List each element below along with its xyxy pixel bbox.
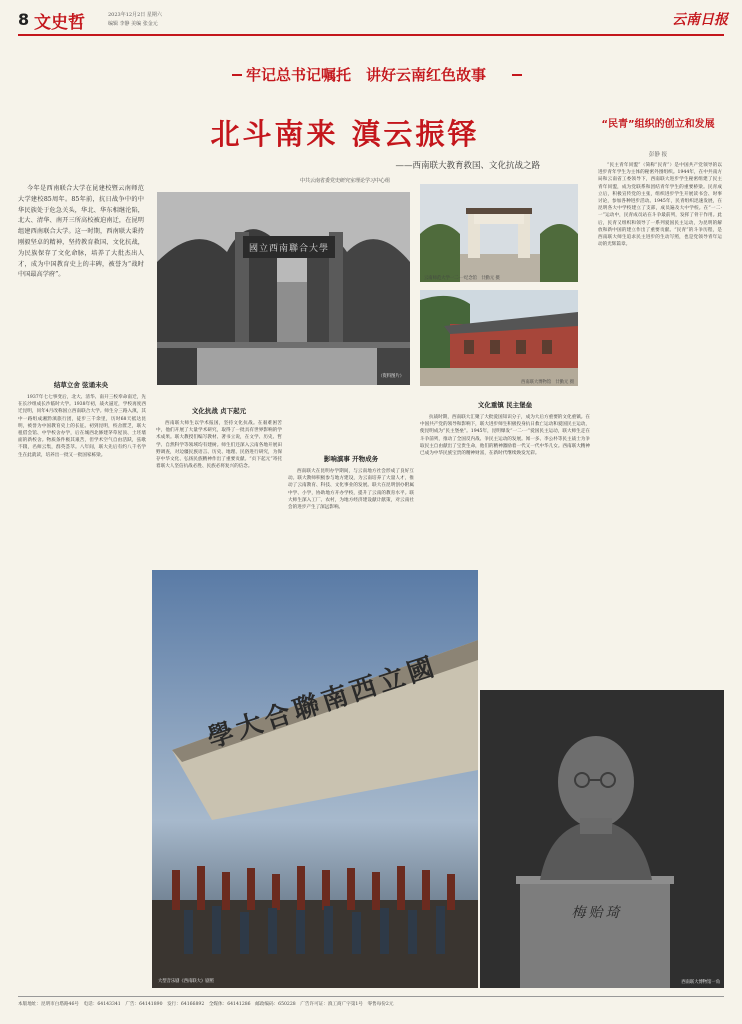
headline-title: 北斗南来 滇云振铎: [210, 117, 480, 151]
bust-photo: [480, 690, 724, 988]
section-heading-2: 文化抗战 贞下起元: [191, 407, 247, 415]
headline: [150, 112, 540, 182]
bust-plaque: 梅贻琦: [571, 905, 623, 921]
gate2-caption: 云南师范大学一二·一纪念馆 廿勤元 摄: [424, 276, 500, 281]
headline-subtitle: ——西南联大教育救国、文化抗战之路: [395, 161, 540, 171]
headline-byline: 中共云南省委党史研究室理论学习中心组: [299, 178, 390, 184]
hall-photo: [420, 290, 578, 386]
section-heading-4: 文化重镇 民主堡垒: [477, 401, 533, 409]
stage-sign: 學大合聯南西立國: [203, 651, 442, 755]
section-text-3: 西南联大在昆明办学期间，与云南地方社会形成了良好互动。联大教师积极参与地方建设，为云南培养了大量人才，推动了云南教育、科技、文化事业的发展。联大在昆明创办附属中学、小学，协助地方开办学校，提升了云南的教育水平。联大师生深入工厂、农村，为地方经济建设献计献策，对云南社会的进步产生了深远影响。: [288, 469, 414, 511]
banner: [232, 64, 522, 86]
section-heading-1: 结草立舍 弦诵未央: [53, 381, 109, 389]
section-text-4: 抗战时期，西南联大汇聚了大批爱国知识分子，成为大后方重要的文化重镇。在中国共产党的领导和影响下，联大进步师生积极投身抗日救亡运动和爱国民主运动，使昆明成为“民主堡垒”。1945年，昆明爆发“一二·一”爱国民主运动，联大师生走在斗争前列，推动了全国反内战、争民主运动的发展。闻一多、李公朴等民主战士为争取民主自由献出了宝贵生命，他们的精神激励着一代又一代中华儿女。西南联大精神已成为中华民族宝贵的精神财富，在新时代继续焕发光彩。: [420, 415, 590, 457]
page-number: 8: [18, 10, 30, 29]
section-text-1: 1937年七七事变后，北大、清华、南开三校奉命南迁，先在长沙组成长沙临时大学。1938年初，战火逼近，学校再度西迁昆明，同年4月改称国立西南联合大学。师生分三路入滇，其中一路组成湘黔滇旅行团，徒步三千余里，历时68天抵达昆明，被誉为中国教育史上的长征。初到昆明，校舍匮乏，联大租借会馆、中学校舍办学，后在城西北修建茅草屋顶、土坯墙面的新校舍。物质条件极其艰苦，但学术空气自由活跃，弦歌不辍，名师云集，群英荟萃。八年间，联大先后有约八千名学生在此就读，培养出一批又一批国家栋梁。: [18, 395, 146, 458]
bust-caption: 西南联大博物馆一角: [681, 980, 720, 985]
date-line: 2023年12月2日 星期六: [108, 12, 162, 18]
gate-photo: [157, 192, 410, 385]
gate2-photo: [420, 184, 578, 282]
section-heading-3: 影响滇事 开物成务: [323, 455, 379, 463]
right-column-text: “民主青年同盟”（简称“民青”）是中国共产党领导的以进步青年学生为主体的秘密外围组织。1944年，在中共南方局和云南省工委领导下，西南联大进步学生秘密组建了民主青年同盟，成为党联系和团结青年学生的重要桥梁。民青成立后，积极宣传党的主张，组织进步学生开展读书会、时事讨论，参加各种进步活动。1945年，民青组织迅速发展，在昆明各大中学校建立了支部，成员遍及大中学校。在“一二·一”运动中，民青成员站在斗争最前列，发挥了骨干作用。此后，民青又组织和领导了一系列爱国民主运动，为昆明的解放和新中国的建立作出了重要贡献。“民青”的斗争历程，是西南联大师生追求民主进步的生动写照，也是党领导青年运动的光辉篇章。: [598, 163, 722, 248]
right-column-title: “民青”组织的创立和发展: [601, 119, 715, 130]
stage-caption: 大型音乐剧《西南联大》剧照: [158, 979, 214, 984]
editor-line: 编辑 李静 美编 张金元: [108, 21, 158, 27]
footer-rule: [18, 996, 724, 997]
newspaper-logo: 云南日报: [672, 12, 728, 28]
gate-photo-image: [157, 192, 410, 385]
footer: 本版地址：昆明市白塔路46号 电话：64143341 广告：64141890 发行：64166892 全媒体：64141286 邮政编码：650228 广告许可证：滇工商广字第1号 零售每份2元: [18, 1002, 394, 1007]
right-column-author: 彭静 报: [648, 152, 668, 158]
masthead-rule: [18, 34, 724, 36]
section-title: 文史哲: [34, 13, 85, 33]
stage-photo: [152, 570, 478, 988]
masthead: [18, 8, 728, 34]
hall-caption: 西南联大博物馆 廿勤元 摄: [521, 380, 574, 385]
banner-text: 牢记总书记嘱托 讲好云南红色故事: [246, 66, 487, 84]
gate-caption: （资料图片）: [378, 374, 404, 379]
gate-sign: 國立西南聯合大學: [249, 244, 330, 254]
intro-paragraph: 今年是西南联合大学在昆建校暨云南师范大学建校85周年。85年前，抗日战争中的中华民族处于危急关头，华北、华东相继沦陷，北大、清华、南开三所高校被迫南迁，在昆明组建西南联合大学。这一时期，西南联大秉持刚毅坚卓的精神，坚持教育救国、文化抗战，为民族保存了文化命脉，培养了大批杰出人才，成为中国教育史上的丰碑，被誉为“战时中国最高学府”。: [18, 185, 144, 279]
section-text-2: 西南联大师生以学术报国，坚持文化抗战。在艰难困苦中，他们开展了大量学术研究，取得了一批具有世界影响的学术成果。联大教授们编写教材、著书立说，在文学、历史、哲学、自然科学等领域均有建树。师生们还深入云南各地开展田野调查，对边疆民族语言、历史、地理、民俗进行研究，为保存中华文化、弘扬民族精神作出了重要贡献。“贞下起元”寄托着联大人坚信抗战必胜、民族必将复兴的信念。: [156, 421, 282, 470]
